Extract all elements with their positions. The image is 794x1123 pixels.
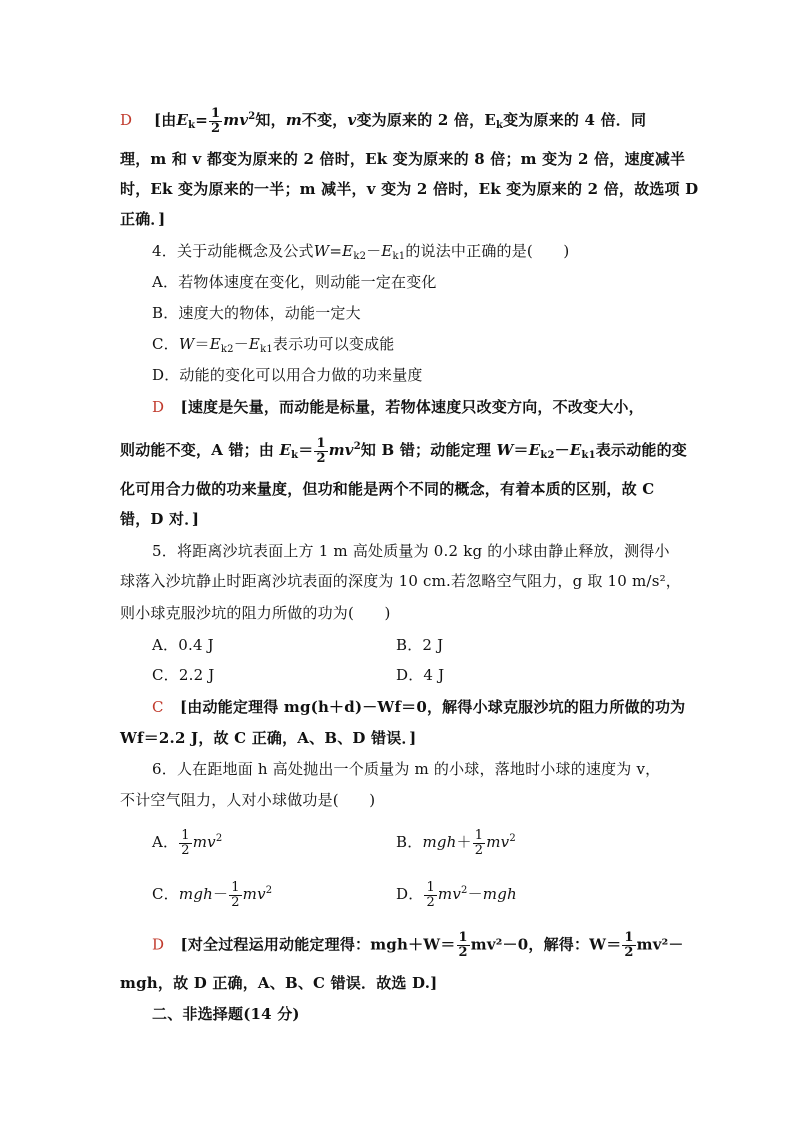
q5-answer-line-2: Wf＝2.2 J，故 C 正确，A、B、D 错误．]	[120, 729, 417, 747]
q5-stem-line-1: 5．将距离沙坑表面上方 1 m 高处质量为 0.2 kg 的小球由静止释放，测得小	[152, 542, 670, 560]
q5-stem-line-3: 则小球克服沙坑的阻力所做的功为( )	[120, 604, 391, 622]
q6-answer-line-2: mgh，故 D 正确，A、B、C 错误．故选 D.]	[120, 974, 438, 992]
q4-answer-line-2: 则动能不变，A 错；由 $E_k=$ $\frac{1}{2}$ $mv^2$知 B 错；动能定理 $W=E_{k2}-E_{k1}$表示动能的变	[120, 435, 687, 466]
q5-option-b: B．2 J	[396, 636, 444, 654]
q3-answer-line-3: 时，Ek 变为原来的一半；m 减半，v 变为 2 倍时，Ek 变为原来的 2 倍，故选项 D	[120, 180, 699, 198]
q6-stem-line-2: 不计空气阻力，人对小球做功是( )	[120, 791, 376, 809]
fraction-half: $\frac{1}{2}$	[316, 435, 326, 466]
fraction-half: $\frac{1}{2}$	[474, 827, 484, 858]
q5-stem-line-2: 球落入沙坑静止时距离沙坑表面的深度为 10 cm.若忽略空气阻力，g 取 10 m/s²，	[120, 572, 681, 590]
fraction-half: $\frac{1}{2}$	[231, 879, 240, 910]
q6-stem-line-1: 6．人在距地面 h 高处抛出一个质量为 m 的小球，落地时小球的速度为 v，	[152, 760, 661, 778]
answer-letter: C	[152, 698, 164, 716]
q4-stem: 4．关于动能概念及公式$W=E_{k2}-E_{k1}$的说法中正确的是( )	[152, 242, 570, 262]
q6-answer-line-1: D [对全过程运用动能定理得：mgh＋W＝ $\frac{1}{2}$ mv²－0，解得：W＝ $\frac{1}{2}$ mv²－	[152, 930, 684, 960]
section-heading: 二、非选择题(14 分)	[152, 1005, 300, 1023]
q4-option-d: D．动能的变化可以用合力做的功来量度	[152, 366, 423, 384]
answer-letter: D	[152, 398, 165, 416]
q3-answer-line-1: D [由$E_k=$ $\frac{1}{2}$ $mv^2$知，m不变，v变为原来的 2 倍，$E_k$变为原来的 4 倍．同	[120, 105, 647, 136]
q3-answer-line-2: 理，m 和 v 都变为原来的 2 倍时，Ek 变为原来的 8 倍；m 变为 2 倍，速度减半	[120, 150, 686, 168]
q4-option-c: C．$W=E_{k2}-E_{k1}$表示功可以变成能	[152, 335, 395, 355]
q5-option-d: D．4 J	[396, 666, 445, 684]
q4-option-b: B．速度大的物体，动能一定大	[152, 304, 361, 322]
q6-option-a: A． $\frac{1}{2}$ $mv^2$	[152, 827, 223, 858]
q5-answer-line-1: C [由动能定理得 mg(h＋d)－Wf＝0，解得小球克服沙坑的阻力所做的功为	[152, 698, 686, 716]
answer-letter: D	[152, 935, 165, 954]
q5-option-a: A．0.4 J	[152, 636, 214, 654]
answer-letter: D	[120, 111, 133, 129]
fraction-half: $\frac{1}{2}$	[624, 930, 634, 960]
q6-option-c: C．mgh－ $\frac{1}{2}$ $mv^2$	[152, 879, 273, 910]
q4-option-a: A．若物体速度在变化，则动能一定在变化	[152, 273, 437, 291]
q4-answer-line-1: D [速度是矢量，而动能是标量，若物体速度只改变方向，不改变大小，	[152, 398, 644, 416]
q4-answer-line-4: 错，D 对．]	[120, 510, 200, 528]
fraction-half: $\frac{1}{2}$	[211, 105, 221, 136]
q4-answer-line-3: 化可用合力做的功来量度，但功和能是两个不同的概念，有着本质的区别，故 C	[120, 480, 655, 498]
q3-answer-line-4: 正确．]	[120, 210, 166, 228]
fraction-half: $\frac{1}{2}$	[181, 827, 190, 858]
fraction-half: $\frac{1}{2}$	[426, 879, 435, 910]
q5-option-c: C．2.2 J	[152, 666, 215, 684]
fraction-half: $\frac{1}{2}$	[458, 930, 468, 960]
q6-option-b: B．mgh＋ $\frac{1}{2}$ $mv^2$	[396, 827, 516, 858]
q6-option-d: D． $\frac{1}{2}$ $mv^2-mgh$	[396, 879, 517, 910]
